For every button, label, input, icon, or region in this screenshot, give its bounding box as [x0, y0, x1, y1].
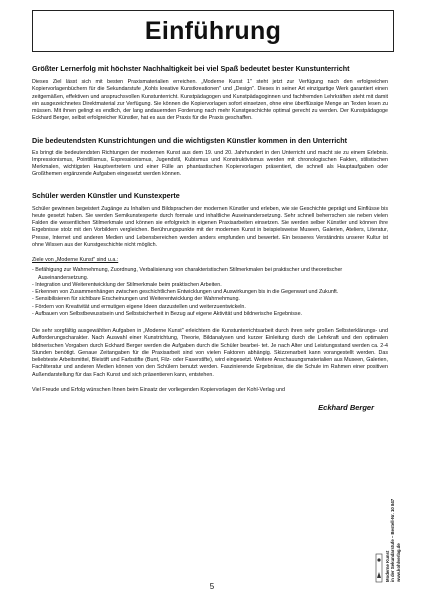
- section-heading-learning-success: Größter Lernerfolg mit höchster Nachhaltigkeit bei viel Spaß bedeutet bester Kunstunterricht: [32, 64, 350, 73]
- section-heading-students-experts: Schüler werden Künstler und Kunstexperte: [32, 190, 180, 200]
- side-book-info: [383, 492, 399, 584]
- side-book-info-text: [385, 492, 401, 582]
- page-number: 5: [209, 582, 215, 591]
- side-publisher-url: www.kohlverlag.de: [395, 543, 401, 582]
- main-content: [32, 64, 388, 412]
- goal-item: - Integration und Weiterentwicklung der Stilmerkmale beim praktischen Arbeiten.: [32, 281, 222, 288]
- publisher-logo-icon: [375, 552, 383, 584]
- section-text-art-movements: Es bringt die bedeutendsten Richtungen der modernen Kunst aus dem 19. und 20. Jahrhundert in den Unterricht und macht sie zu einem Erlebnis. Impressionismus, Pointillismus, Expressionismus, Jugendstil, Kubismus und Konstruktivismus werden mit chronologischen Fakten, stilistischen Merkmalen, wichtigsten Hauptvertretern und einer Fülle an phantastischen Kopiervorlagen präsentiert, die schnell als Hauptaufgaben oder Großthemen ergänzende Aufgaben eingesetzt werden können.: [32, 149, 388, 178]
- thanks-paragraph: Viel Freude und Erfolg wünschen Ihnen beim Einsatz der vorliegenden Kopiervorlagen der Kohl-Verlag und: [32, 386, 285, 393]
- page-title: Einführung: [144, 16, 282, 45]
- section-text-learning-success: Dieses Ziel lässt sich mit besten Praxismaterialien erreichen. „Moderne Kunst 1" steht jetzt zur Verfügung nach den erfolgreichen Kopiervorlagenbüchern für die Sekundarstufe „Kohls kreative Kunstkreationen" und „Design". Dieses in seiner Art einzigartige Werk garantiert einen zeitgemäßen, effektiven und anspruchsvollen Kunstunterricht. Kunstpädagogen und Kunstpädagoginnen und fachfremden Lehrkräften steht mit damit ein ausgezeichnetes Direktmaterial zur Verfügung. Sie können die Kopiervorlagen sofort einsetzen, ohne eine überflüssige Menge an Texten lesen zu müssen. Mit ihnen gelingt es endlich, der lang andauernden Forderung nach mehr Kunstgeschichte optimal gerecht zu werden. Der Kunstpädagoge Eckhard Berger, selbst erfolgreicher Künstler, hat es aus der Praxis für die Praxis geschaffen.: [32, 79, 388, 122]
- goal-item: - Fördern von Kreativität und ermutigen eigene Ideen darzustellen und weiterzuentwickeln.: [32, 303, 246, 310]
- author-signature: Eckhard Berger: [318, 403, 374, 412]
- goal-item: - Befähigung zur Wahrnehmung, Zuordnung, Verbalisierung von charakteristischen Stilmerkmalen bei praktischer und theoretischer Auseinandersetzung.: [32, 267, 343, 281]
- title-box: [32, 10, 394, 52]
- goal-item: - Aufbauen von Selbstbewusstsein und Selbstsicherheit in Bezug auf eigene Aktivität und bildnerische Ergebnisse.: [32, 310, 303, 317]
- goal-item: - Sensibilisieren für sichtbare Erscheinungen und Weiterentwicklung der Wahrnehmung.: [32, 296, 240, 303]
- side-book-title: Moderne Kunst: [385, 550, 390, 582]
- closing-paragraph: Die sehr sorgfältig ausgewählten Aufgaben in „Moderne Kunst" erleichtern die Kunstunterrichtsarbeit durch ihren sehr großen Selbsterklärungs- und Aufforderungscharakter. Nach Auswahl einer Kunstrichtung, Theorie, Bildanalysen und kurzer Einleitung durch die Lehrkraft und den optimalen bildnerischen Vorgaben durch Eckhard Berger werden die Aufgaben durch die Schüler bearbei- tet. Je nach Alter und Leistungsstand werden ca. 2-4 Stunden benötigt. Genaue Zeitangaben für die Praxisarbeit sind von vielen Faktoren abhängig. Skizzenarbeit kann vorangestellt werden. Das beliebteste Arbeitsmittel, Bleistift und Farbstifte (Bunt, Filz- oder Faserstifte), wird eingesetzt. Weitere Anschauungsmaterialien aus Museen, Galerien, Fachliteratur und anderen Medien können von den Schülern benutzt werden. Faszinierende Ergebnisse, die die Schule im Rahmen einer positiven Außendarstellung für das Fach Kunst und sich präsentieren kann, entstehen.: [32, 328, 388, 378]
- goal-item: - Erkennen von Zusammenhängen zwischen geschichtlichen Entwicklungen und Auswirkungen bis in die Gegenwart und Zukunft.: [32, 289, 339, 295]
- side-book-order-number: in der Sekundarstufe – Bestell-Nr. 10 847: [390, 498, 396, 582]
- goals-heading: Ziele von „Moderne Kunst" sind u.a.:: [32, 257, 119, 263]
- section-heading-art-movements: Die bedeutendsten Kunstrichtungen und die wichtigsten Künstler kommen in den Unterricht: [32, 135, 348, 145]
- section-text-students-experts: Schüler gewinnen begeistert Zugänge zu Inhalten und Bildsprachen der modernen Künstler und erleben, wie sie Geschichte geprägt und Einflüsse bis heute gesetzt haben. Sie werden Semikunstexperte durch formale und inhaltliche Auseinandersetzung. Sehr schnell beherrschen sie neben vielen Falden die wesentlichen Stilmerkmale und können sie erfolgreich in eigenen Praxisarbeiten einsetzen. Sie werden selber Künstler und können ihre Ergebnisse stolz mit den Vorbildern vergleichen. Berührungspunkte mit der modernen Kunst in beispielsweise Museen, Galerien, Ateliers, Literatur, Presse, Internet und anderen Medien und Lebensbereichen werden anders empfunden und bewertet. Ein besseres Verständnis unserer Kultur ist ohne Wissen aus der Kunstgeschichte nicht möglich.: [32, 205, 388, 248]
- goals-list: [32, 267, 388, 318]
